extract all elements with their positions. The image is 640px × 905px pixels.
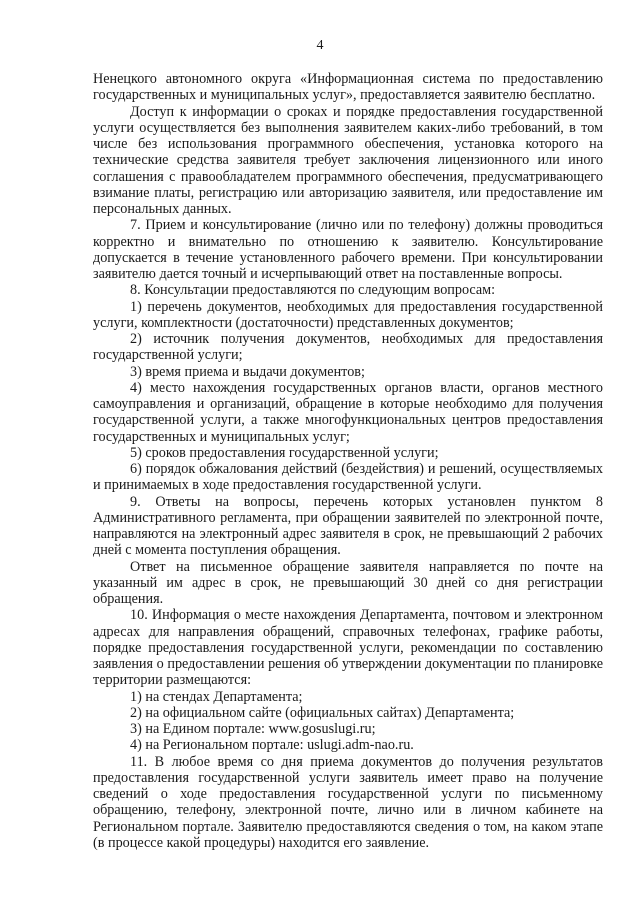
page-number: 4 bbox=[316, 38, 324, 53]
paragraph: 8. Консультации предоставляются по следующим вопросам: bbox=[130, 282, 496, 299]
paragraph: 7. Прием и консультирование (лично или по телефону) должны проводиться корректно и внимательно по отношению к заявителю. Консультирование допускается в течение установленного рабочего времени. При консультировании заявителю дается точный и исчерпывающий ответ на поставленные вопросы. bbox=[93, 217, 603, 282]
list-item: 2) источник получения документов, необходимых для предоставления государственной услуги; bbox=[93, 331, 603, 364]
list-item: 1) перечень документов, необходимых для предоставления государственной услуги, комплектности (достаточности) представленных документов; bbox=[93, 298, 603, 331]
list-item: 6) порядок обжалования действий (бездействия) и решений, осуществляемых и принимаемых в ходе предоставления государственной услуги. bbox=[93, 461, 603, 494]
list-item: 1) на стендах Департамента; bbox=[130, 688, 303, 705]
document-body bbox=[93, 71, 603, 851]
paragraph: Ненецкого автономного округа «Информационная система по предоставлению государственных и муниципальных услуг», предоставляется заявителю бесплатно. bbox=[93, 71, 603, 104]
paragraph: 10. Информация о месте нахождения Департамента, почтовом и электронном адресах для направления обращений, справочных телефонах, графике работы, порядке предоставления государственной услуги, рекомендации по составлению заявления о предоставлении решения об утверждении документации по планировке территории размещаются: bbox=[93, 607, 603, 689]
paragraph: 11. В любое время со дня приема документов до получения результатов предоставления государственной услуги заявитель имеет право на получение сведений о ходе предоставления государственной услуги по письменному обращению, телефону, электронной почте, лично или в личном кабинете на Региональном портале. Заявителю предоставляются сведения о том, на каком этапе (в процессе какой процедуры) находится его заявление. bbox=[93, 753, 603, 851]
list-item: 4) на Региональном портале: uslugi.adm-nao.ru. bbox=[130, 737, 414, 754]
list-item: 5) сроков предоставления государственной услуги; bbox=[130, 444, 439, 461]
list-item: 4) место нахождения государственных органов власти, органов местного самоуправления и организаций, обращение в которые необходимо для получения государственной услуги, а также многофункциональных центров предоставления государственных и муниципальных услуг; bbox=[93, 379, 603, 445]
paragraph: Ответ на письменное обращение заявителя направляется по почте на указанный им адрес в срок, не превышающий 30 дней со дня регистрации обращения. bbox=[93, 558, 603, 607]
list-item: 2) на официальном сайте (официальных сайтах) Департамента; bbox=[130, 704, 515, 721]
list-item: 3) на Едином портале: www.gosuslugi.ru; bbox=[130, 721, 376, 737]
list-item: 3) время приема и выдачи документов; bbox=[130, 363, 365, 380]
paragraph: Доступ к информации о сроках и порядке предоставления государственной услуги осуществляется без выполнения заявителем каких-либо требований, в том числе без использования программного обеспечения, установка которого на технические средства заявителя требует заключения лицензионного или иного соглашения с правообладателем программного обеспечения, предусматривающего взимание платы, регистрацию или авторизацию заявителя, или предоставление им персональных данных. bbox=[93, 103, 603, 217]
paragraph: 9. Ответы на вопросы, перечень которых установлен пунктом 8 Административного регламента, при обращении заявителей по электронной почте, направляются на электронный адрес заявителя в срок, не превышающий 2 рабочих дней с момента поступления обращения. bbox=[93, 493, 603, 559]
